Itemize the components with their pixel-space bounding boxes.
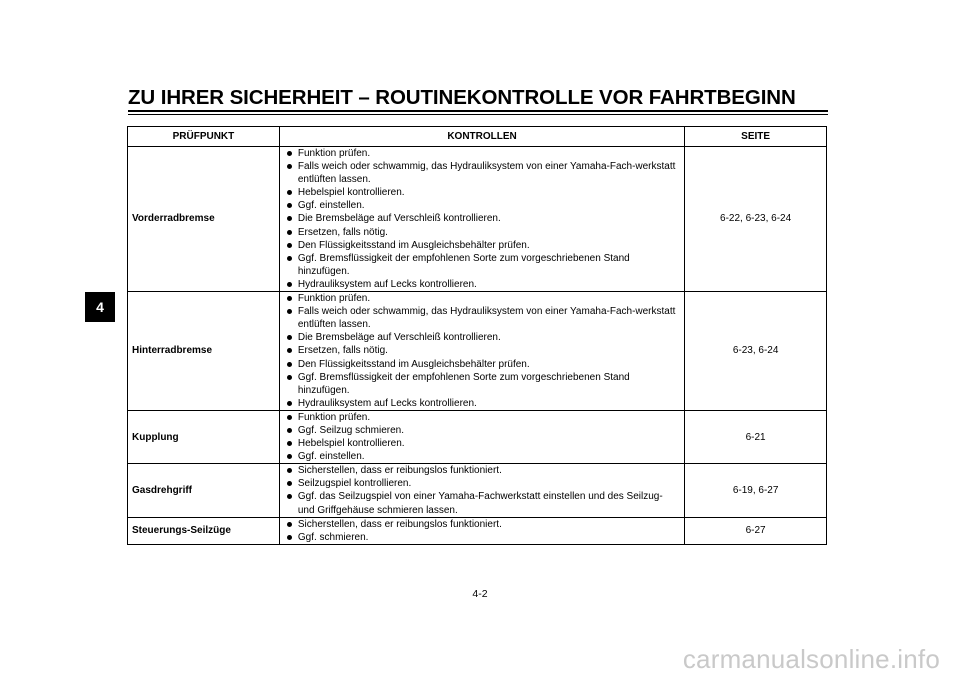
check-list-item: Ggf. einstellen.: [286, 199, 678, 212]
table-row: [128, 292, 827, 411]
table-row: [128, 517, 827, 544]
check-list-cell: [279, 147, 684, 292]
title-underline-thin: [128, 114, 828, 115]
table-header-row: [128, 127, 827, 147]
check-list-cell: [279, 410, 684, 463]
checklist-table: [127, 126, 827, 545]
chapter-tab: 4: [85, 292, 115, 322]
check-list-item: Sicherstellen, dass er reibungslos funktioniert.: [286, 464, 678, 477]
page-reference: 6-19, 6-27: [685, 464, 827, 517]
column-header-checks: KONTROLLEN: [279, 127, 684, 147]
check-list-item: Ersetzen, falls nötig.: [286, 344, 678, 357]
check-list-item: Falls weich oder schwammig, das Hydrauliksystem von einer Yamaha-Fach-werkstatt entlüften lassen.: [286, 305, 678, 331]
check-list-item: Ggf. das Seilzugspiel von einer Yamaha-Fachwerkstatt einstellen und des Seilzug- und Griffgehäuse schmieren lassen.: [286, 490, 678, 516]
check-list-item: Den Flüssigkeitsstand im Ausgleichsbehälter prüfen.: [286, 358, 678, 371]
table-body: [128, 147, 827, 545]
check-list-item: Funktion prüfen.: [286, 147, 678, 160]
table-row: [128, 147, 827, 292]
table-row: [128, 464, 827, 517]
check-item-name: Gasdrehgriff: [128, 464, 280, 517]
title-underline: [128, 110, 828, 112]
check-list-item: Die Bremsbeläge auf Verschleiß kontrollieren.: [286, 331, 678, 344]
column-header-item: PRÜFPUNKT: [128, 127, 280, 147]
check-list-item: Ggf. Seilzug schmieren.: [286, 424, 678, 437]
watermark: carmanualsonline.info: [682, 644, 940, 674]
check-list-cell: [279, 464, 684, 517]
check-list-item: Den Flüssigkeitsstand im Ausgleichsbehälter prüfen.: [286, 239, 678, 252]
column-header-pages: SEITE: [685, 127, 827, 147]
check-list: [286, 147, 678, 291]
check-list-item: Seilzugspiel kontrollieren.: [286, 477, 678, 490]
page-number: 4-2: [472, 588, 488, 600]
check-item-name: Vorderradbremse: [128, 147, 280, 292]
check-list-item: Hydrauliksystem auf Lecks kontrollieren.: [286, 278, 678, 291]
check-list-item: Ggf. einstellen.: [286, 450, 678, 463]
check-list-item: Ggf. schmieren.: [286, 531, 678, 544]
check-list-cell: [279, 292, 684, 411]
check-list-item: Ggf. Bremsflüssigkeit der empfohlenen Sorte zum vorgeschriebenen Stand hinzufügen.: [286, 371, 678, 397]
check-list: [286, 518, 678, 544]
check-list-item: Hebelspiel kontrollieren.: [286, 437, 678, 450]
check-list-cell: [279, 517, 684, 544]
page-reference: 6-23, 6-24: [685, 292, 827, 411]
check-list-item: Sicherstellen, dass er reibungslos funktioniert.: [286, 518, 678, 531]
check-list-item: Ggf. Bremsflüssigkeit der empfohlenen Sorte zum vorgeschriebenen Stand hinzufügen.: [286, 252, 678, 278]
check-list-item: Die Bremsbeläge auf Verschleiß kontrollieren.: [286, 212, 678, 225]
check-list-item: Falls weich oder schwammig, das Hydrauliksystem von einer Yamaha-Fach-werkstatt entlüften lassen.: [286, 160, 678, 186]
check-list-item: Hydrauliksystem auf Lecks kontrollieren.: [286, 397, 678, 410]
check-list-item: Ersetzen, falls nötig.: [286, 226, 678, 239]
check-list: [286, 292, 678, 410]
check-list-item: Funktion prüfen.: [286, 411, 678, 424]
check-list-item: Funktion prüfen.: [286, 292, 678, 305]
check-list: [286, 464, 678, 516]
table-row: [128, 410, 827, 463]
check-item-name: Hinterradbremse: [128, 292, 280, 411]
check-list: [286, 411, 678, 463]
check-item-name: Kupplung: [128, 410, 280, 463]
page-title: ZU IHRER SICHERHEIT – ROUTINEKONTROLLE VOR FAHRTBEGINN: [128, 86, 796, 109]
page-reference: 6-22, 6-23, 6-24: [685, 147, 827, 292]
page-reference: 6-27: [685, 517, 827, 544]
check-item-name: Steuerungs-Seilzüge: [128, 517, 280, 544]
page-reference: 6-21: [685, 410, 827, 463]
check-list-item: Hebelspiel kontrollieren.: [286, 186, 678, 199]
